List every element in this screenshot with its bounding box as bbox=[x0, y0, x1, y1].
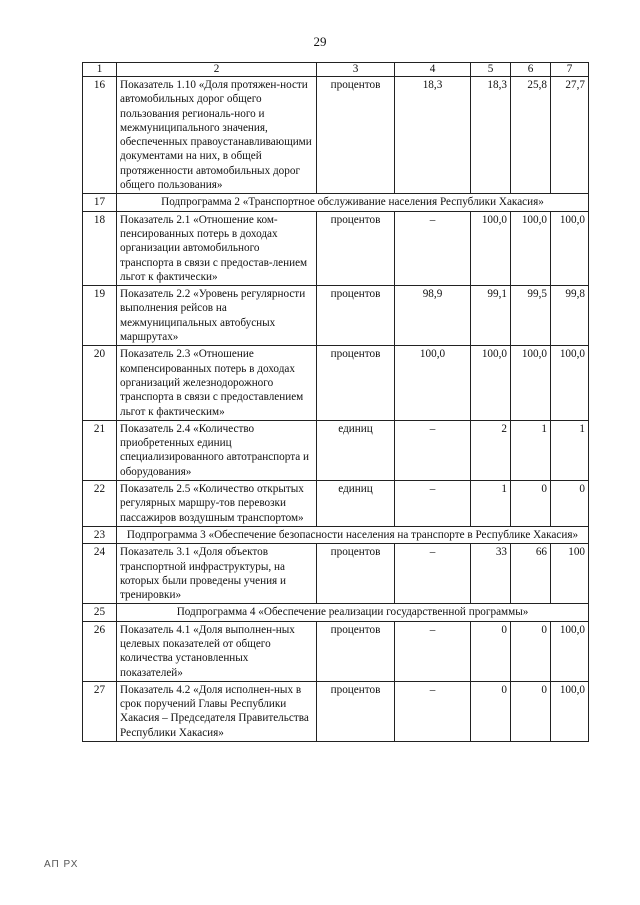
value-col5: 33 bbox=[471, 544, 511, 604]
value-col7: 100,0 bbox=[551, 346, 589, 420]
unit-cell: процентов bbox=[317, 211, 395, 285]
subprogram-title: Подпрограмма 3 «Обеспечение безопасности населения на транспорте в Республике Хакасия» bbox=[117, 526, 589, 543]
value-col5: 0 bbox=[471, 621, 511, 681]
value-col4: – bbox=[395, 481, 471, 527]
value-col5: 100,0 bbox=[471, 211, 511, 285]
column-header: 1 bbox=[83, 63, 117, 77]
value-col7: 1 bbox=[551, 420, 589, 480]
table-row bbox=[83, 621, 589, 681]
value-col6: 1 bbox=[511, 420, 551, 480]
indicator-name: Показатель 4.2 «Доля исполнен-ных в срок поручений Главы Республики Хакасия – Председателя Правительства Республики Хакасия» bbox=[117, 681, 317, 741]
value-col7: 100 bbox=[551, 544, 589, 604]
row-number: 24 bbox=[83, 544, 117, 604]
table-row bbox=[83, 544, 589, 604]
column-header: 4 bbox=[395, 63, 471, 77]
value-col6: 66 bbox=[511, 544, 551, 604]
indicator-name: Показатель 1.10 «Доля протяжен-ности автомобильных дорог общего пользования региональ-ного и межмуниципального значения, обеспеченных правоустанавливающими документами на них, в общей протяженности автомобильных дорог общего пользования» bbox=[117, 77, 317, 194]
page-number: 29 bbox=[313, 34, 327, 49]
unit-cell: процентов bbox=[317, 77, 395, 194]
row-number: 23 bbox=[83, 526, 117, 543]
value-col7: 100,0 bbox=[551, 211, 589, 285]
indicator-name: Показатель 4.1 «Доля выполнен-ных целевых показателей от общего количества установленных показателей» bbox=[117, 621, 317, 681]
row-number: 25 bbox=[83, 604, 117, 621]
value-col7: 100,0 bbox=[551, 681, 589, 741]
unit-cell: процентов bbox=[317, 544, 395, 604]
indicator-name: Показатель 3.1 «Доля объектов транспортной инфраструктуры, на которых были проведены учения и тренировки» bbox=[117, 544, 317, 604]
column-header: 6 bbox=[511, 63, 551, 77]
table-row bbox=[83, 77, 589, 194]
value-col7: 100,0 bbox=[551, 621, 589, 681]
value-col6: 0 bbox=[511, 681, 551, 741]
value-col4: – bbox=[395, 544, 471, 604]
row-number: 16 bbox=[83, 77, 117, 194]
indicator-name: Показатель 2.4 «Количество приобретенных единиц специализированного автотранспорта и оборудования» bbox=[117, 420, 317, 480]
value-col4: – bbox=[395, 420, 471, 480]
unit-cell: единиц bbox=[317, 420, 395, 480]
subprogram-title: Подпрограмма 4 «Обеспечение реализации государственной программы» bbox=[117, 604, 589, 621]
column-header: 5 bbox=[471, 63, 511, 77]
unit-cell: процентов bbox=[317, 286, 395, 346]
value-col7: 0 bbox=[551, 481, 589, 527]
value-col4: – bbox=[395, 681, 471, 741]
value-col6: 25,8 bbox=[511, 77, 551, 194]
subprogram-row bbox=[83, 526, 589, 543]
subprogram-row bbox=[83, 194, 589, 211]
column-header: 2 bbox=[117, 63, 317, 77]
value-col7: 99,8 bbox=[551, 286, 589, 346]
value-col4: – bbox=[395, 211, 471, 285]
footer-stamp: АП РХ bbox=[44, 859, 79, 870]
row-number: 22 bbox=[83, 481, 117, 527]
table-row bbox=[83, 211, 589, 285]
row-number: 21 bbox=[83, 420, 117, 480]
row-number: 17 bbox=[83, 194, 117, 211]
indicator-name: Показатель 2.3 «Отношение компенсированных потерь в доходах организаций железнодорожного транспорта в связи с предоставлением льгот к фактическим» bbox=[117, 346, 317, 420]
value-col4: 100,0 bbox=[395, 346, 471, 420]
value-col4: 98,9 bbox=[395, 286, 471, 346]
unit-cell: процентов bbox=[317, 681, 395, 741]
table-row bbox=[83, 681, 589, 741]
table-row bbox=[83, 481, 589, 527]
unit-cell: процентов bbox=[317, 346, 395, 420]
value-col6: 100,0 bbox=[511, 211, 551, 285]
indicator-name: Показатель 2.5 «Количество открытых регулярных маршру-тов перевозки пассажиров воздушным транспортом» bbox=[117, 481, 317, 527]
value-col4: 18,3 bbox=[395, 77, 471, 194]
table-header-row bbox=[83, 63, 589, 77]
value-col5: 99,1 bbox=[471, 286, 511, 346]
indicators-table bbox=[82, 62, 589, 742]
value-col4: – bbox=[395, 621, 471, 681]
table-row bbox=[83, 286, 589, 346]
subprogram-row bbox=[83, 604, 589, 621]
value-col5: 100,0 bbox=[471, 346, 511, 420]
value-col5: 1 bbox=[471, 481, 511, 527]
table-row bbox=[83, 420, 589, 480]
indicator-name: Показатель 2.2 «Уровень регулярности выполнения рейсов на межмуниципальных автобусных маршрутах» bbox=[117, 286, 317, 346]
subprogram-title: Подпрограмма 2 «Транспортное обслуживание населения Республики Хакасия» bbox=[117, 194, 589, 211]
value-col5: 18,3 bbox=[471, 77, 511, 194]
value-col5: 0 bbox=[471, 681, 511, 741]
value-col6: 100,0 bbox=[511, 346, 551, 420]
row-number: 18 bbox=[83, 211, 117, 285]
unit-cell: единиц bbox=[317, 481, 395, 527]
row-number: 27 bbox=[83, 681, 117, 741]
row-number: 19 bbox=[83, 286, 117, 346]
value-col6: 0 bbox=[511, 621, 551, 681]
row-number: 20 bbox=[83, 346, 117, 420]
value-col7: 27,7 bbox=[551, 77, 589, 194]
row-number: 26 bbox=[83, 621, 117, 681]
table-row bbox=[83, 346, 589, 420]
value-col6: 99,5 bbox=[511, 286, 551, 346]
unit-cell: процентов bbox=[317, 621, 395, 681]
value-col5: 2 bbox=[471, 420, 511, 480]
column-header: 7 bbox=[551, 63, 589, 77]
column-header: 3 bbox=[317, 63, 395, 77]
value-col6: 0 bbox=[511, 481, 551, 527]
indicator-name: Показатель 2.1 «Отношение ком-пенсированных потерь в доходах организации автомобильного транспорта в связи с предостав-лением льгот к фактически» bbox=[117, 211, 317, 285]
